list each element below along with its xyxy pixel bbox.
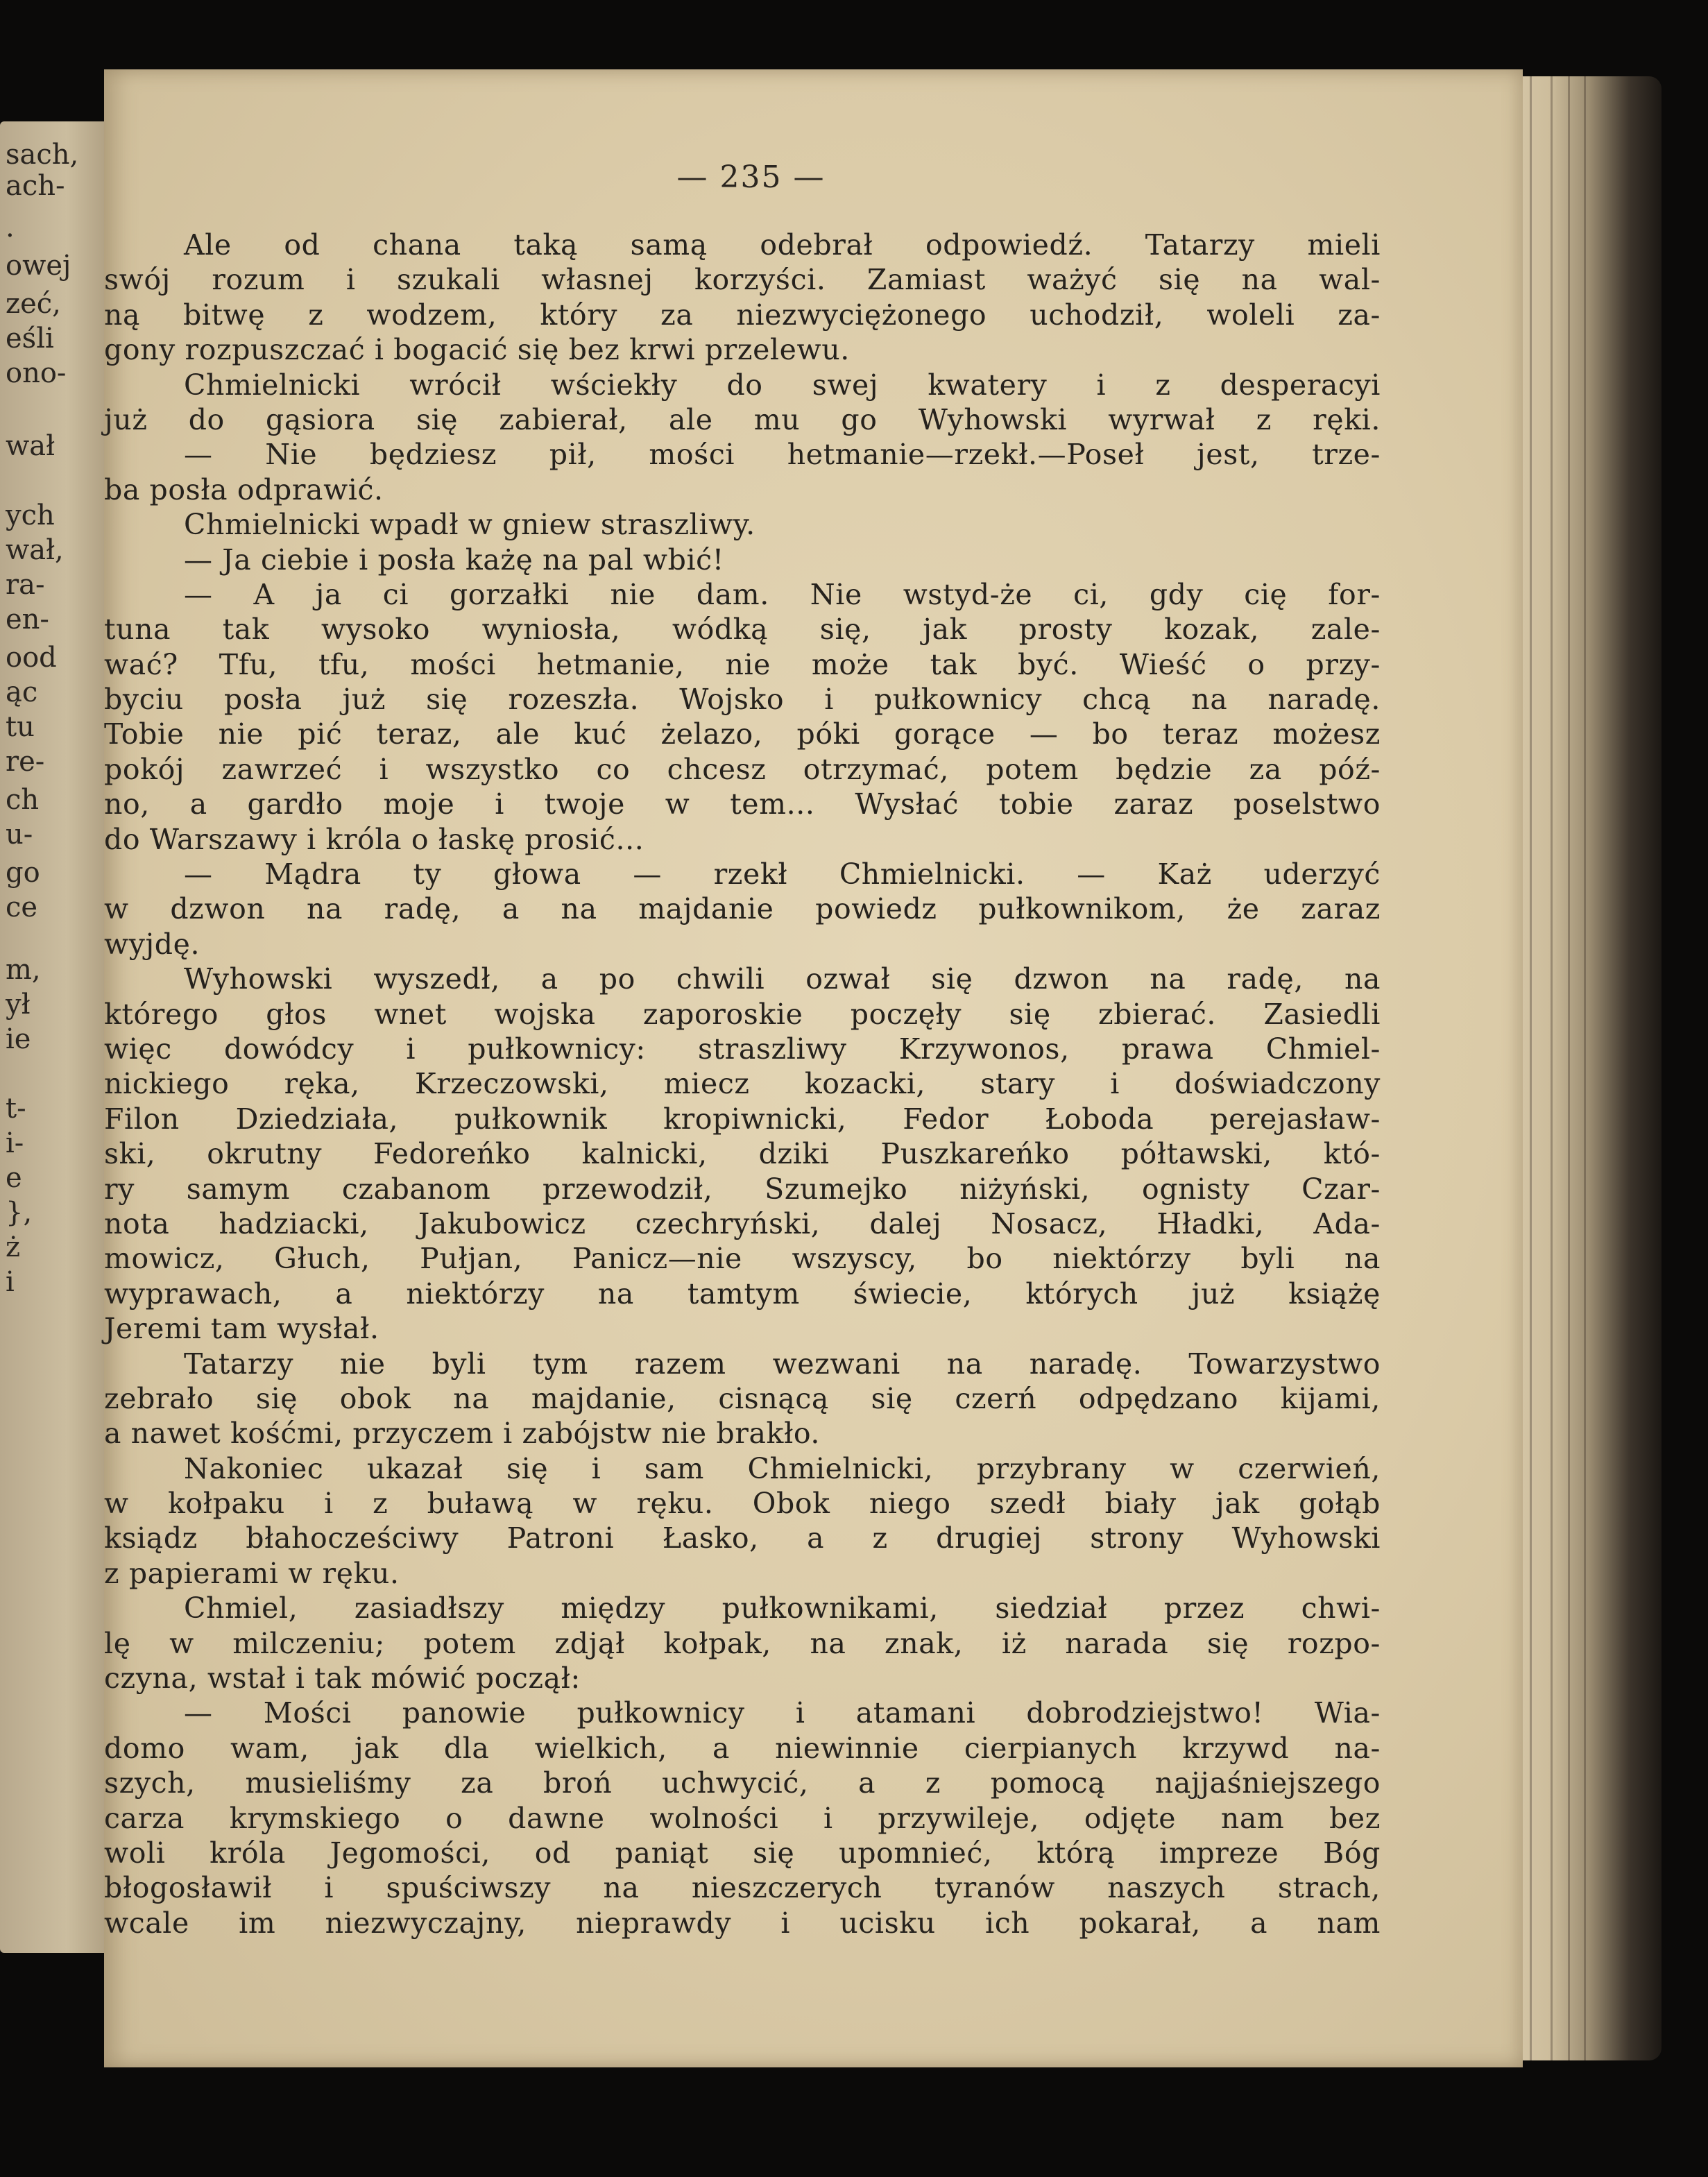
text-line: no, a gardło moje i twoje w tem... Wysłać tobie zaraz poselstwo [104, 787, 1381, 821]
left-page-fragment: ono- [6, 357, 67, 389]
text-line: zebrało się obok na majdanie, cisnącą się czerń odpędzano kijami, [104, 1381, 1381, 1415]
text-line: carza krymskiego o dawne wolności i przywileje, odjęte nam bez [104, 1801, 1381, 1835]
text-line: więc dowódcy i pułkownicy: straszliwy Krzywonos, prawa Chmiel- [104, 1032, 1381, 1066]
left-page-fragment: go [6, 857, 40, 889]
text-line: — Ja ciebie i posła każę na pal wbić! [184, 543, 724, 577]
left-page-fragment: }, [6, 1197, 33, 1229]
text-line: — Mości panowie pułkownicy i atamani dobrodziejstwo! Wia- [184, 1696, 1381, 1730]
text-line: wyprawach, a niektórzy na tamtym świecie, których już książę [104, 1277, 1381, 1311]
left-page-fragment: ych [6, 500, 55, 531]
left-page-fragment: ood [6, 642, 57, 674]
text-line: — Mądra ty głowa — rzekł Chmielnicki. — Każ uderzyć [184, 857, 1381, 891]
text-line: pokój zawrzeć i wszystko co chcesz otrzymać, potem będzie za póź- [104, 752, 1381, 786]
text-line: czyna, wstał i tak mówić począł: [104, 1662, 581, 1696]
text-line: już do gąsiora się zabierał, ale mu go Wyhowski wyrwał z ręki. [104, 402, 1381, 436]
left-page-fragment: ce [6, 891, 38, 923]
text-line: do Warszawy i króla o łaskę prosić... [104, 822, 644, 856]
page-number: — 235 — [676, 160, 826, 195]
left-page-fragment: i [6, 1266, 15, 1298]
text-line: wcale im niezwyczajny, nieprawdy i ucisku ich pokarał, a nam [104, 1906, 1381, 1940]
text-line: ry samym czabanom przewodził, Szumejko niżyński, ognisty Czar- [104, 1172, 1381, 1206]
left-page-fragment: en- [6, 604, 49, 635]
left-page-fragment: m, [6, 954, 41, 986]
left-page-fragment: e [6, 1162, 22, 1194]
left-page-fragment: ie [6, 1023, 31, 1055]
book-page-edges [1502, 76, 1662, 2060]
text-line: a nawet kośćmi, przyczem i zabójstw nie brakło. [104, 1417, 821, 1451]
left-page-edge [0, 121, 121, 1953]
text-line: domo wam, jak dla wielkich, a niewinnie cierpianych krzywd na- [104, 1731, 1381, 1765]
text-line: gony rozpuszczać i bogacić się bez krwi przelewu. [104, 333, 850, 367]
text-line: Ale od chana taką samą odebrał odpowiedź. Tatarzy mieli [184, 228, 1381, 262]
text-line: Chmielnicki wpadł w gniew straszliwy. [184, 508, 755, 542]
text-line: Tobie nie pić teraz, ale kuć żelazo, póki gorące — bo teraz możesz [104, 717, 1381, 751]
text-line: wać? Tfu, tfu, mości hetmanie, nie może tak być. Wieść o przy- [104, 647, 1381, 681]
page-body-text [104, 228, 1381, 1940]
book-page [104, 69, 1523, 2067]
left-page-fragment: eśli [6, 323, 54, 355]
left-page-fragment: t- [6, 1093, 26, 1125]
text-line: ksiądz błahocześciwy Patroni Łasko, a z drugiej strony Wyhowski [104, 1521, 1381, 1555]
text-line: lę w milczeniu; potem zdjął kołpak, na znak, iż narada się rozpo- [104, 1626, 1381, 1660]
text-line: błogosławił i spuściwszy na nieszczerych tyranów naszych strach, [104, 1871, 1381, 1905]
text-line: Tatarzy nie byli tym razem wezwani na naradę. Towarzystwo [184, 1347, 1381, 1381]
text-line: nickiego ręka, Krzeczowski, miecz kozacki, stary i doświadczony [104, 1067, 1381, 1101]
left-page-fragment: ył [6, 989, 31, 1021]
left-page-fragment: i- [6, 1127, 24, 1159]
left-page-fragment: owej [6, 250, 71, 282]
left-page-fragment: zeć, [6, 288, 61, 320]
text-line: ski, okrutny Fedoreńko kalnicki, dziki Puszkareńko półtawski, któ- [104, 1137, 1381, 1171]
text-line: swój rozum i szukali własnej korzyści. Zamiast ważyć się na wal- [104, 263, 1381, 297]
text-line: — Nie będziesz pił, mości hetmanie—rzekł.—Poseł jest, trze- [184, 438, 1381, 472]
text-line: Chmielnicki wrócił wściekły do swej kwatery i z desperacyi [184, 368, 1381, 402]
text-line: — A ja ci gorzałki nie dam. Nie wstyd-że ci, gdy cię for- [184, 577, 1381, 611]
text-line: Chmiel, zasiadłszy między pułkownikami, siedział przez chwi- [184, 1591, 1381, 1625]
left-page-fragment: re- [6, 746, 45, 778]
left-page-fragment: . [6, 212, 15, 244]
left-page-fragment: sach, [6, 139, 79, 171]
left-page-fragment: tu [6, 711, 35, 743]
left-page-fragment: wał, [6, 534, 64, 566]
text-line: w dzwon na radę, a na majdanie powiedz pułkownikom, że zaraz [104, 892, 1381, 926]
left-page-fragment: wał [6, 430, 55, 462]
text-line: wyjdę. [104, 927, 200, 961]
left-page-fragment: ż [6, 1231, 21, 1263]
text-line: tuna tak wysoko wyniosła, wódką się, jak prosty kozak, zale- [104, 613, 1381, 647]
text-line: ba posła odprawić. [104, 472, 384, 506]
text-line: z papierami w ręku. [104, 1556, 400, 1590]
text-line: Wyhowski wyszedł, a po chwili ozwał się dzwon na radę, na [184, 962, 1381, 996]
left-page-fragment: ąc [6, 676, 38, 708]
left-page-fragment: ach- [6, 170, 65, 202]
text-line: mowicz, Głuch, Pułjan, Panicz—nie wszyscy, bo niektórzy byli na [104, 1242, 1381, 1276]
text-line: Jeremi tam wysłał. [104, 1312, 379, 1346]
text-line: Filon Dziedziała, pułkownik kropiwnicki, Fedor Łoboda perejasław- [104, 1102, 1381, 1136]
text-line: woli króla Jegomości, od paniąt się upomnieć, którą impreze Bóg [104, 1836, 1381, 1870]
text-line: którego głos wnet wojska zaporoskie poczęły się zbierać. Zasiedli [104, 997, 1381, 1031]
text-line: byciu posła już się rozeszła. Wojsko i pułkownicy chcą na naradę. [104, 683, 1381, 717]
left-page-fragment: ch [6, 784, 40, 816]
text-line: ną bitwę z wodzem, który za niezwyciężonego uchodził, woleli za- [104, 298, 1381, 332]
text-line: nota hadziacki, Jakubowicz czechryński, dalej Nosacz, Hładki, Ada- [104, 1206, 1381, 1240]
text-line: Nakoniec ukazał się i sam Chmielnicki, przybrany w czerwień, [184, 1451, 1381, 1485]
text-line: szych, musieliśmy za broń uchwycić, a z pomocą najjaśniejszego [104, 1766, 1381, 1800]
left-page-fragment: ra- [6, 569, 45, 601]
text-line: w kołpaku i z buławą w ręku. Obok niego szedł biały jak gołąb [104, 1487, 1381, 1521]
left-page-fragment: u- [6, 819, 33, 851]
